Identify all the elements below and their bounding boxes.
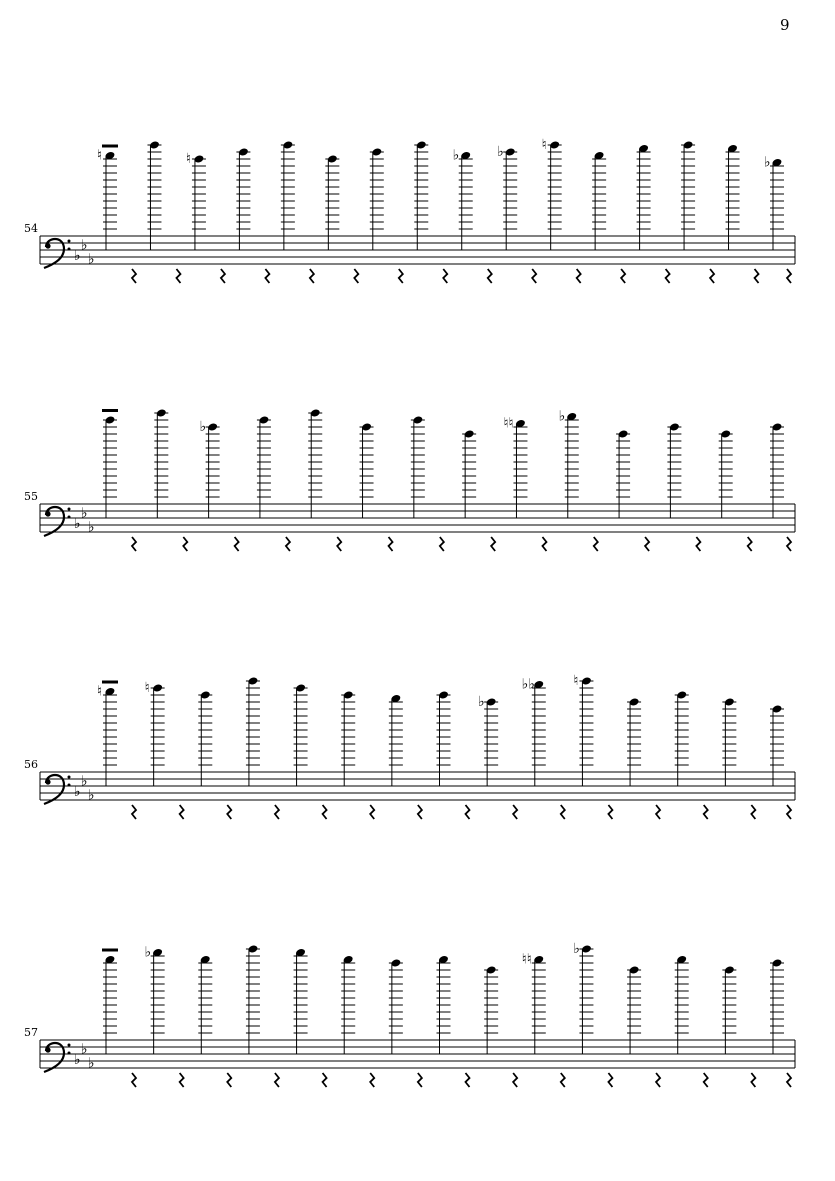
note-column [236,147,269,283]
quarter-rest-icon [532,269,536,283]
note-column [484,965,517,1087]
flat-icon: ♭ [144,944,152,961]
note-column [681,140,714,283]
quarter-rest-icon [542,537,546,551]
natural-icon: ♮ [185,151,191,167]
quarter-rest-icon [645,537,649,551]
note-column [246,676,279,819]
quarter-rest-icon [608,1073,612,1087]
rest-bar [102,145,118,148]
note-column [722,697,755,819]
natural-icon: ♮♮ [503,415,514,432]
quarter-rest-icon [710,269,714,283]
key-signature-flats [74,506,95,536]
flat-icon: ♭ [764,154,771,171]
flat-icon: ♭ [74,1052,81,1068]
measure-number: 57 [24,1026,38,1039]
quarter-rest-icon [389,537,393,551]
quarter-rest-icon [466,1073,470,1087]
note-column [573,673,612,819]
quarter-rest-icon [608,805,612,819]
quarter-rest-icon [275,805,279,819]
quarter-rest-icon [621,269,625,283]
flat-icon: ♭ [74,516,81,532]
staff-system [24,408,795,551]
note-column [198,955,231,1087]
natural-icon: ♮ [144,680,150,696]
note-column [246,944,279,1087]
quarter-rest-icon [323,805,327,819]
quarter-rest-icon [656,805,660,819]
quarter-rest-icon [183,537,187,551]
flat-icon: ♭ [88,787,95,804]
note-column [145,945,184,1088]
staff-system [24,673,795,819]
quarter-rest-icon [235,537,239,551]
quarter-rest-icon [180,1073,184,1087]
note-column [257,415,290,551]
staff-system [24,941,795,1087]
natural-icon: ♮ [97,683,103,700]
note-column [154,408,187,551]
flat-icon: ♭ [88,1055,95,1072]
quarter-rest-icon [787,805,791,819]
note-column [503,416,546,552]
note-column [103,415,136,551]
flat-icon: ♭ [452,147,460,164]
quarter-rest-icon [751,805,755,819]
quarter-rest-icon [176,269,180,283]
rest-bar [102,409,118,412]
quarter-rest-icon [787,537,791,551]
note-column [411,415,444,551]
note-column [462,429,495,551]
quarter-rest-icon [466,805,470,819]
note-column [592,151,625,283]
note-column [453,148,492,284]
note-column [341,955,374,1087]
note-column [414,140,447,283]
quarter-rest-icon [656,1073,660,1087]
key-signature-flats [74,774,95,804]
flat-icon: ♭ [199,419,207,435]
quarter-rest-icon [370,805,374,819]
measure-number: 55 [24,490,38,503]
quarter-rest-icon [488,269,492,283]
note-column [542,137,581,283]
note-column [281,140,314,283]
rest-bar [102,949,118,952]
note-column [497,144,536,283]
quarter-rest-icon [132,537,136,551]
natural-icon: ♮ [573,673,579,689]
flat-icon: ♭ [81,773,88,790]
quarter-rest-icon [399,269,403,283]
quarter-rest-icon [696,537,700,551]
flat-icon: ♭ [74,784,81,800]
natural-icon: ♮♮ [521,951,532,968]
rest-bar [102,681,118,684]
note-column [616,429,649,551]
note-column [308,408,341,551]
note-column [770,704,791,819]
note-column [145,680,184,819]
quarter-rest-icon [418,805,422,819]
quarter-rest-icon [561,805,565,819]
measure-number: 56 [24,758,38,771]
flat-icon: ♭ [573,941,581,957]
quarter-rest-icon [265,269,269,283]
quarter-rest-icon [748,537,752,551]
quarter-rest-icon [594,537,598,551]
quarter-rest-icon [370,1073,374,1087]
note-column [294,683,327,819]
quarter-rest-icon [704,1073,708,1087]
note-column [147,140,180,283]
quarter-rest-icon [513,805,517,819]
note-column [722,965,755,1087]
quarter-rest-icon [132,805,136,819]
quarter-rest-icon [443,269,447,283]
quarter-rest-icon [275,1073,279,1087]
quarter-rest-icon [227,1073,231,1087]
quarter-rest-icon [751,1073,755,1087]
quarter-rest-icon [337,537,341,551]
quarter-rest-icon [787,1073,791,1087]
quarter-rest-icon [561,1073,565,1087]
note-column [522,952,565,1088]
key-signature-flats [74,238,95,268]
note-column [437,955,470,1087]
note-column [627,697,660,819]
note-column [200,419,239,551]
flat-icon: ♭ [88,519,95,536]
quarter-rest-icon [132,269,136,283]
quarter-rest-icon [666,269,670,283]
quarter-rest-icon [227,805,231,819]
note-column [370,147,403,283]
note-column [522,677,565,820]
flat-icon: ♭ [81,237,88,254]
quarter-rest-icon [323,1073,327,1087]
quarter-rest-icon [787,269,791,283]
note-column [637,144,670,283]
note-column [559,409,598,552]
quarter-rest-icon [491,537,495,551]
note-column [103,955,136,1087]
quarter-rest-icon [704,805,708,819]
flat-icon: ♭ [478,694,485,710]
note-column [97,148,136,284]
flat-icon: ♭♭ [521,676,536,693]
quarter-rest-icon [180,805,184,819]
note-column [719,429,752,551]
key-signature-flats [74,1042,95,1072]
note-column [573,941,612,1087]
quarter-rest-icon [221,269,225,283]
natural-icon: ♮ [97,147,103,164]
flat-icon: ♭ [88,251,95,268]
quarter-rest-icon [310,269,314,283]
quarter-rest-icon [513,1073,517,1087]
flat-icon: ♭ [81,505,88,522]
quarter-rest-icon [755,269,759,283]
note-column [97,684,136,820]
quarter-rest-icon [132,1073,136,1087]
note-column [726,144,759,283]
quarter-rest-icon [577,269,581,283]
flat-icon: ♭ [558,408,566,425]
note-column [186,151,225,283]
flat-icon: ♭ [81,1041,88,1058]
staff-system [24,137,795,283]
flat-icon: ♭ [497,144,504,160]
quarter-rest-icon [440,537,444,551]
quarter-rest-icon [354,269,358,283]
natural-icon: ♮ [541,137,547,153]
measure-number: 54 [24,222,38,235]
quarter-rest-icon [286,537,290,551]
flat-icon: ♭ [74,248,81,264]
quarter-rest-icon [418,1073,422,1087]
note-column [294,948,327,1087]
note-column [675,955,708,1087]
note-column [627,965,660,1087]
page-number: 9 [780,16,790,34]
